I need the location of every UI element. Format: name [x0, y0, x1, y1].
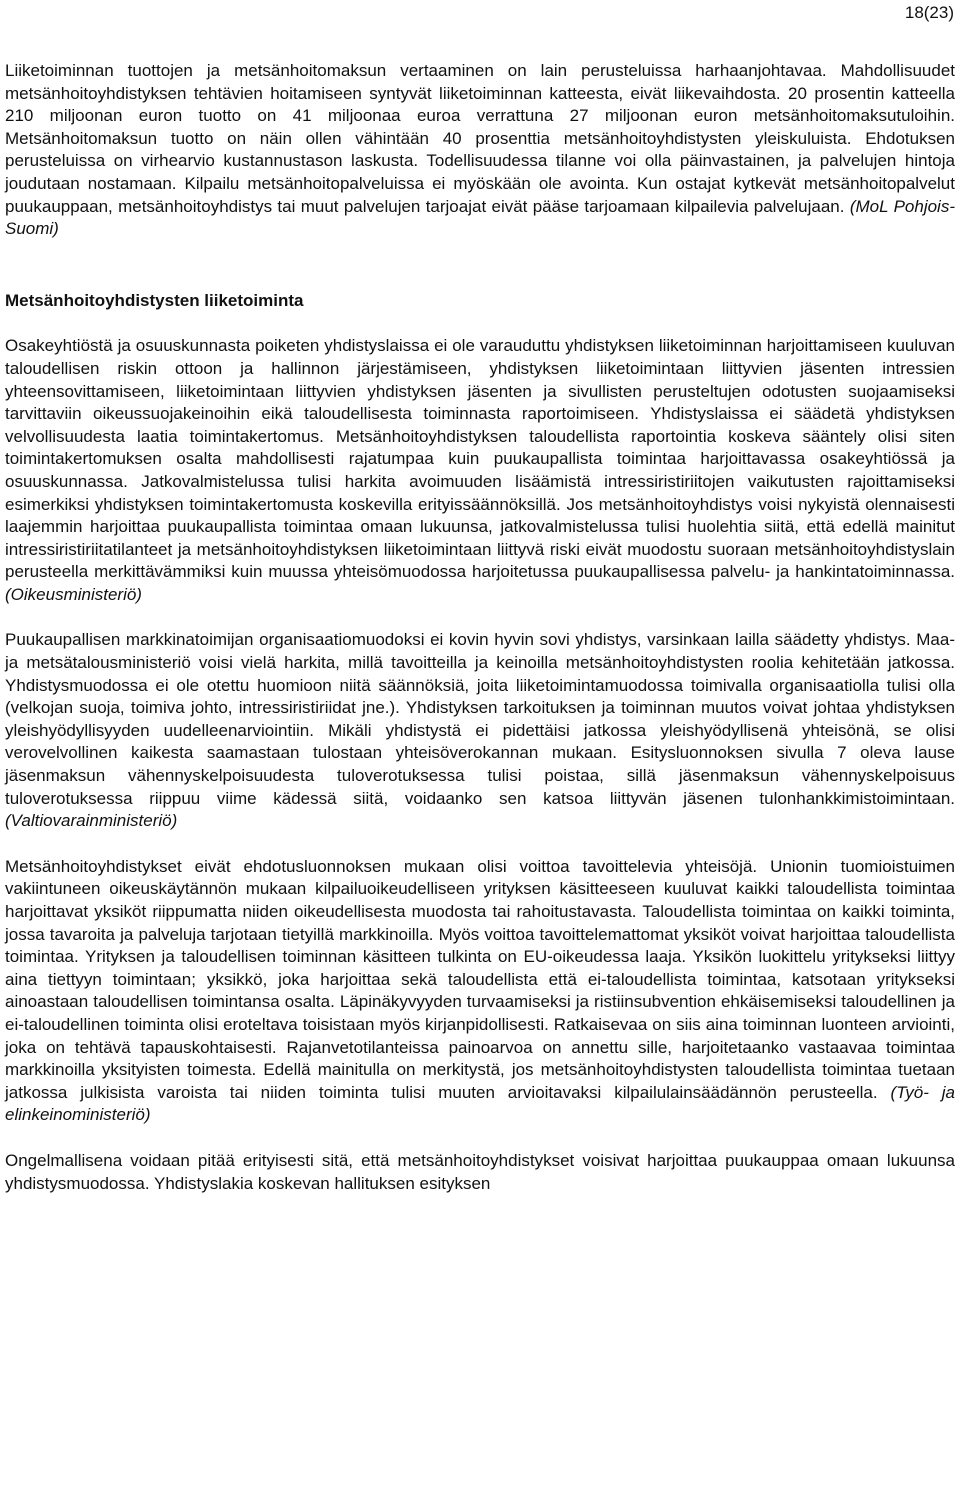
- paragraph-tem: [5, 856, 955, 1127]
- paragraph-valtiovarainministerio: [5, 629, 955, 832]
- section-heading: Metsänhoitoyhdistysten liiketoiminta: [5, 290, 304, 310]
- page-number: 18(23): [904, 3, 954, 22]
- paragraph-text: Osakeyhtiöstä ja osuuskunnasta poiketen yhdistyslaissa ei ole varauduttu yhdistyksen liiketoiminnan harjoittamiseen kuuluvan taloudellisen riskin ottoon ja hallinnon järjestämiseen, yhdistyksen liiketoimintaan liittyvien jäsenten intressien yhteensovittamiseen, liiketoimintaan liittyvien yhdistyksen jäsenten ja sivullisten perusteltujen odotusten suojaamiseksi tarvittaviin oikeussuojakeinoihin eikä taloudellisesta toiminnasta raportoimiseen. Yhdistyslaissa ei säädetä yhdistyksen velvollisuudesta laatia toimintakertomus. Metsänhoitoyhdistyksen taloudellista raportointia koskeva sääntely olisi siten toimintakertomuksen osalta mahdollisesti rajatumpaa kuin puukaupallista toimintaa harjoittavassa osakeyhtiössä ja osuuskunnassa. Jatkovalmistelussa tulisi harkita avoimuuden lisäämistä intressiristiriitojen vaikutusten rajoittamiseksi esimerkiksi yhdistyksen toimintakertomusta koskevilla erityissäännöksillä. Jos metsänhoitoyhdistys voisi nykyistä olennaisesti laajemmin harjoittaa puukaupallista toimintaa omaan lukuunsa, jatkovalmistelussa tulisi huolehtia siitä, että edellä mainitut intressiristiriitatilanteet ja metsänhoitoyhdistyksen liiketoimintaan liittyvä riski eivät muodostu suoraan metsänhoitoyhdistyslain perusteella merkittävämmiksi kuin muussa yhteisömuodossa harjoitetussa puukaupallisessa palvelu- ja hankintatoiminnassa.: [5, 336, 955, 582]
- paragraph-source: (Työ- ja elinkeinoministeriö): [5, 1082, 955, 1125]
- paragraph-source: (MoL Pohjois-Suomi): [5, 196, 955, 239]
- paragraph-oikeusministerio: [5, 335, 955, 606]
- paragraph-text: Puukaupallisen markkinatoimijan organisaatiomuodoksi ei kovin hyvin sovi yhdistys, varsinkaan lailla säädetty yhdistys. Maa- ja metsätalousministeriö voisi vielä harkita, millä tavoitteilla ja keinoilla metsänhoitoyhdistysten roolia kehitetään jatkossa. Yhdistysmuodossa ei ole otettu huomioon niitä säännöksiä, joita liiketoimintamuodossa toimivalla organisaatiolla tulisi olla (velkojan suoja, toimiva johto, intressiristiriidat jne.). Yhdistyksen tarkoituksen ja toiminnan muutos voivat johtaa yhdistyksen yleishyödyllisyyden uudelleenarviointiin. Mikäli yhdistystä ei pidettäisi jatkossa yleishyödyllisenä yhteisönä, se olisi verovelvollinen kaikesta saamastaan tulostaan yhteisöverokannan mukaan. Esitysluonnoksen sivulla 7 oleva lause jäsenmaksun vähennyskelpoisuudesta tuloverotuksessa tulisi poistaa, sillä jäsenmaksun vähennyskelpoisuus tuloverotuksessa riippuu viime kädessä siitä, voidaanko sen katsoa liittyvän jäsenen tulonhankkimistoimintaan.: [5, 630, 955, 808]
- paragraph-text: Metsänhoitoyhdistykset eivät ehdotusluonnoksen mukaan olisi voittoa tavoittelevia yhteisöjä. Unionin tuomioistuimen vakiintuneen oikeuskäytännön mukaan kilpailuoikeudelliseen yrityksen käsitteeseen kuuluvat kaikki taloudellista toimintaa harjoittavat yksiköt riippumatta niiden oikeudellisesta muodosta tai rahoitustavasta. Taloudellista toimintaa on kaikki toiminta, jossa tavaroita ja palveluja tarjotaan tietyillä markkinoilla. Myös voittoa tavoittelemattomat yksiköt voivat harjoittaa taloudellista toimintaa. Yrityksen ja taloudellisen toiminnan käsitteen tulkinta on EU-oikeudessa laaja. Yksikön luokittelu yritykseksi liittyy aina tiettyyn toimintaan; yksikkö, joka harjoittaa sekä taloudellista että ei-taloudellista toimintaa, katsotaan yritykseksi ainoastaan taloudellisen toimintansa osalta. Läpinäkyvyyden turvaamiseksi ja ristiinsubvention ehkäisemiseksi taloudellinen ja ei-taloudellinen toiminta olisi eroteltava toisistaan myös kirjanpidollisesti. Ratkaisevaa on siis aina toiminnan luonteen arviointi, joka on tehtävä tapauskohtaisesti. Rajanvetotilanteissa painoarvoa on annettu sille, harjoitetaanko vastaavaa toimintaa markkinoilla yksityisten toimesta. Edellä mainitulla on merkitystä, jos metsänhoitoyhdistysten taloudellista toimintaa tuetaan jatkossa julkisista varoista tai niiden toiminta tulisi muuten arvioitavaksi kilpailulainsäädännön perusteella.: [5, 856, 955, 1102]
- paragraph-closing: [5, 1150, 955, 1195]
- document-body: [5, 60, 955, 1195]
- paragraph-text: Ongelmallisena voidaan pitää erityisesti sitä, että metsänhoitoyhdistykset voisivat harjoittaa puukauppaa omaan lukuunsa yhdistysmuodossa. Yhdistyslakia koskevan hallituksen esityksen: [5, 1150, 955, 1193]
- paragraph-text: Liiketoiminnan tuottojen ja metsänhoitomaksun vertaaminen on lain perusteluissa harhaanjohtavaa. Mahdollisuudet metsänhoitoyhdistyksen tehtävien hoitamiseen syntyvät liiketoiminnan katteesta, eivät liikevaihdosta. 20 prosentin katteella 210 miljoonan euron tuotto on 41 miljoonaa euroa verrattuna 27 miljoonan euron metsänhoitomaksutuloihin. Metsänhoitomaksun tuotto on näin ollen vähintään 40 prosenttia metsänhoitoyhdistysten yleiskuluista. Ehdotuksen perusteluissa on virhearvio kustannustason laskusta. Todellisuudessa tilanne voi olla päinvastainen, ja palvelujen hintoja joudutaan nostamaan. Kilpailu metsänhoitopalveluissa ei myöskään ole avointa. Kun ostajat kytkevät metsänhoitopalvelut puukauppaan, metsänhoitoyhdistys tai muut palvelujen tarjoajat eivät pääse tarjoamaan kilpailevia palvelujaan.: [5, 61, 955, 216]
- paragraph-source: (Valtiovarainministeriö): [5, 811, 178, 831]
- paragraph-mol: [5, 60, 955, 241]
- paragraph-source: (Oikeusministeriö): [5, 584, 142, 604]
